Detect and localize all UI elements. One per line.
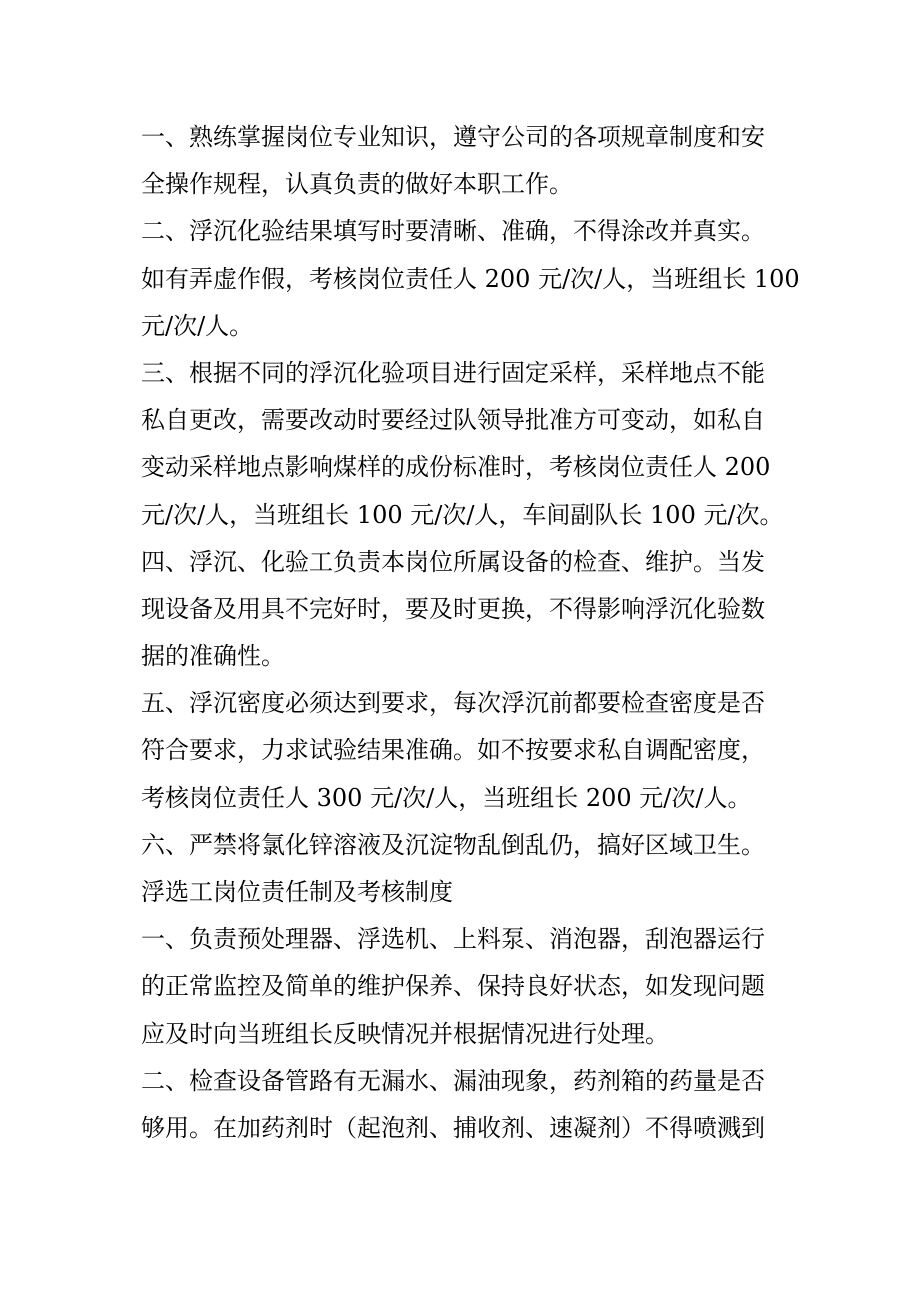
text-line: 元/次/人，当班组长 100 元/次/人，车间副队长 100 元/次。 [141,500,784,529]
text-line: 够用。在加药剂时（起泡剂、捕收剂、速凝剂）不得喷溅到 [141,1113,765,1142]
text-line: 三、根据不同的浮沉化验项目进行固定采样，采样地点不能 [141,358,765,387]
text-line: 六、严禁将氯化锌溶液及沉淀物乱倒乱仍，搞好区域卫生。 [141,830,765,859]
text-line: 全操作规程，认真负责的做好本职工作。 [141,170,573,199]
text-line: 二、检查设备管路有无漏水、漏油现象，药剂箱的药量是否 [141,1066,765,1095]
text-line: 一、熟练掌握岗位专业知识，遵守公司的各项规章制度和安 [141,123,765,151]
text-line: 私自更改，需要改动时要经过队领导批准方可变动，如私自 [141,406,765,435]
text-line: 如有弄虚作假，考核岗位责任人 200 元/次/人，当班组长 100 [141,264,800,293]
text-line: 现设备及用具不完好时，要及时更换，不得影响浮沉化验数 [141,594,765,623]
text-line: 五、浮沉密度必须达到要求，每次浮沉前都要检查密度是否 [141,689,765,718]
text-line: 二、浮沉化验结果填写时要清晰、准确，不得涂改并真实。 [141,217,765,246]
document-body [141,114,801,1152]
text-line: 一、负责预处理器、浮选机、上料泵、消泡器，刮泡器运行 [141,925,765,954]
text-line: 考核岗位责任人 300 元/次/人，当班组长 200 元/次/人。 [141,783,752,812]
text-line: 四、浮沉、化验工负责本岗位所属设备的检查、维护。当发 [141,547,765,576]
text-line: 的正常监控及简单的维护保养、保持良好状态，如发现问题 [141,972,765,1001]
section-heading: 浮选工岗位责任制及考核制度 [141,878,453,906]
text-line: 元/次/人。 [141,311,254,340]
text-line: 符合要求，力求试验结果准确。如不按要求私自调配密度， [141,736,765,765]
text-line: 变动采样地点影响煤样的成份标准时，考核岗位责任人 200 [141,453,771,482]
text-line: 据的准确性。 [141,642,285,671]
text-line: 应及时向当班组长反映情况并根据情况进行处理。 [141,1019,669,1048]
